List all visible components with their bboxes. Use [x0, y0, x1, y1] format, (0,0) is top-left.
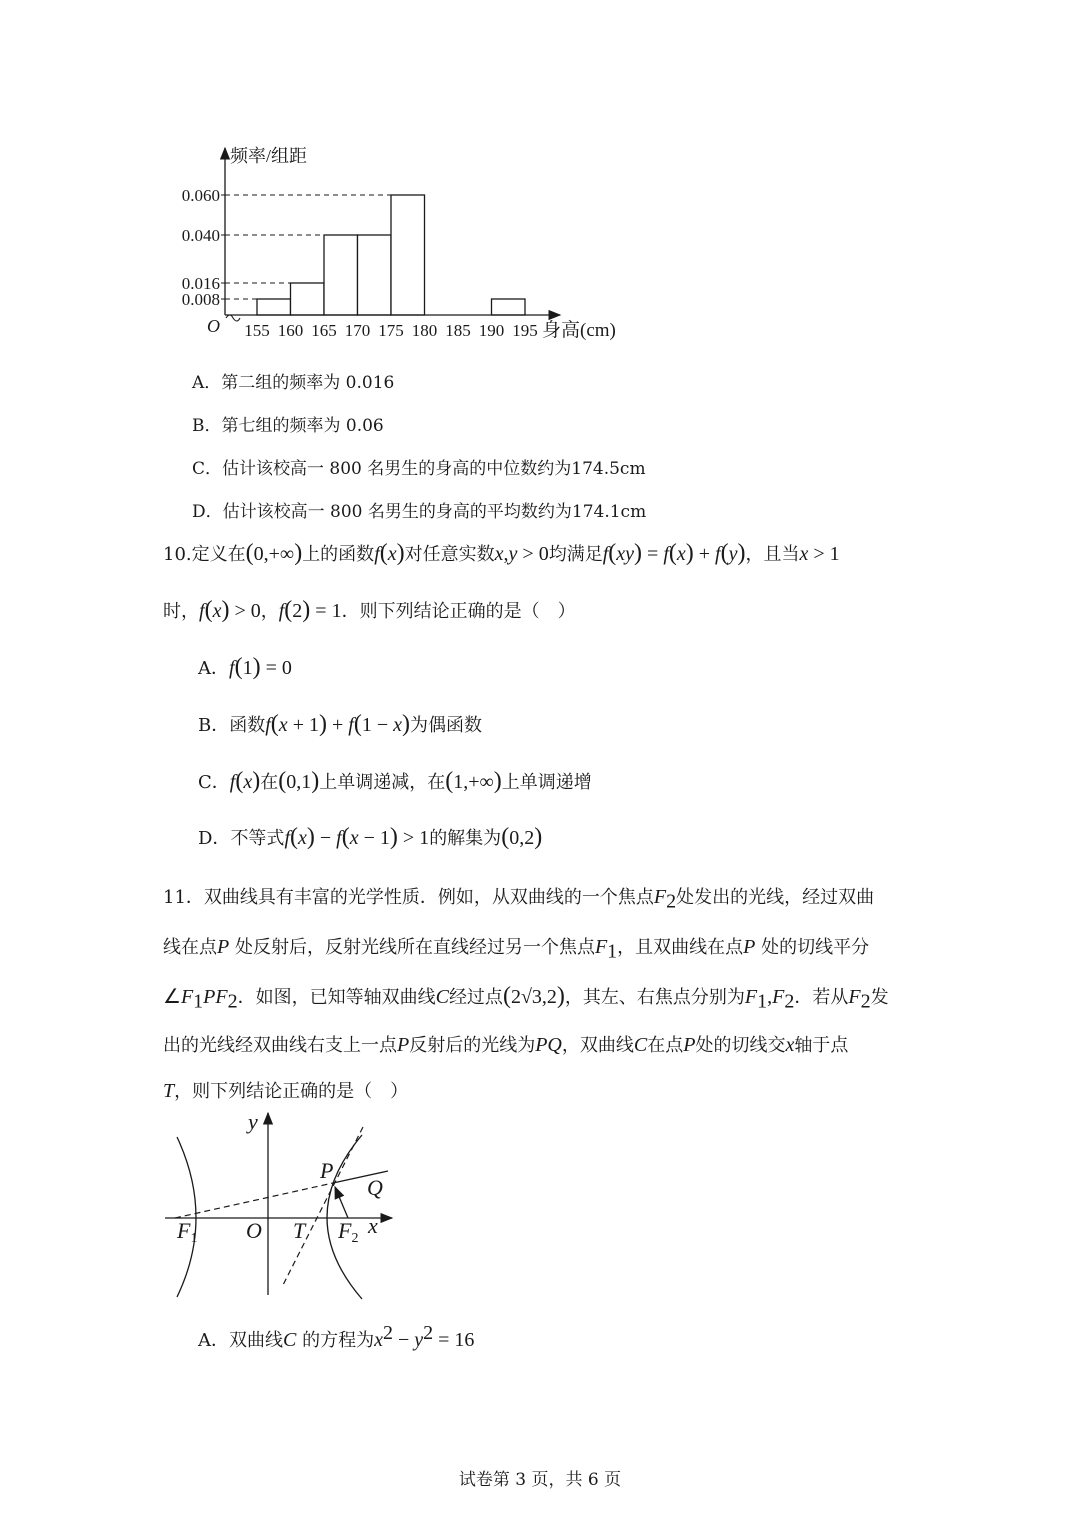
x-tick-label: 195: [512, 321, 538, 340]
y-tick-label: 0.040: [181, 226, 220, 245]
q10-option-c-letter: C．: [198, 772, 230, 793]
q11-option-a: A．双曲线C 的方程为$x^2 - y^2 = 16$: [198, 1322, 475, 1351]
histogram-bar: [324, 235, 358, 315]
x-tick-label: 170: [344, 321, 371, 340]
label-o: O: [246, 1218, 262, 1243]
x-axis-label: [542, 319, 616, 341]
q10-option-d: D．不等式f(x) − f(x − 1) > 1的解集为(0,2): [198, 824, 543, 850]
q9-option-a: A．第二组的频率为 0.016: [192, 373, 395, 393]
q10-option-b: B．函数f(x + 1) + f(1 − x)为偶函数: [198, 711, 482, 737]
label-f1-letter: F: [177, 1218, 191, 1243]
q10-stem-line1: 10.定义在(0,+∞)上的函数f(x)对任意实数x,y > 0均满足f(xy) = f(x) + f(y)，且当x > 1: [163, 540, 840, 566]
x-tick-label: 175: [378, 321, 404, 340]
q10-stem-line2: 时，f(x) > 0，f(2) = 1．则下列结论正确的是（ ）: [163, 597, 576, 623]
label-t: T: [293, 1218, 306, 1243]
x-tick-label: 180: [411, 321, 438, 340]
origin-label: O: [207, 316, 220, 336]
histogram-bar: [291, 283, 325, 315]
q9-option-b: B．第七组的频率为 0.06: [192, 416, 384, 436]
x-tick-label: 155: [244, 321, 270, 340]
q10-option-c: C．f(x)在(0,1)上单调递减，在(1,+∞)上单调递增: [198, 768, 592, 794]
histogram-chart: [170, 140, 640, 350]
label-f1: [176, 1218, 197, 1246]
q11-stem-line2: 线在点P 处反射后，反射光线所在直线经过另一个焦点$F_1$，且双曲线在点P 处的切线平分: [163, 936, 870, 963]
x-axis-unit: (cm): [580, 320, 616, 341]
page-footer: 试卷第 3 页，共 6 页: [458, 1470, 622, 1490]
label-f2: [337, 1218, 358, 1246]
axis-break-mark: [226, 315, 240, 321]
q10-option-d-letter: D．: [198, 828, 231, 849]
x-tick-label: 165: [311, 321, 337, 340]
y-tick-label: 0.016: [181, 274, 220, 293]
q11-stem-line5: T，则下列结论正确的是（ ）: [163, 1080, 409, 1102]
q11-stem-line1: 11．双曲线具有丰富的光学性质．例如，从双曲线的一个焦点$F_2$处发出的光线，经过双曲: [163, 886, 875, 913]
q9-option-c: C．估计该校高一 800 名男生的身高的中位数约为174.5cm: [192, 459, 646, 479]
q11-stem-line3: $\angle F_1PF_2$．如图，已知等轴双曲线C经过点(2√3,2)，其左、右焦点分别为$F_1,F_2$．若从$F_2$发: [163, 983, 889, 1013]
y-tick-label: 0.060: [181, 186, 220, 205]
label-f1-sub: 1: [190, 1231, 198, 1246]
q10-number: 10.: [163, 544, 192, 565]
label-q: Q: [367, 1175, 383, 1200]
x-tick-label: 185: [445, 321, 471, 340]
y-axis-label: 频率/组距: [230, 146, 308, 166]
histogram-bar: [358, 235, 392, 315]
q11-number: 11．: [163, 887, 204, 908]
x-tick-label: 160: [277, 321, 304, 340]
ray-f2-p: [335, 1187, 348, 1218]
q9-option-d: D．估计该校高一 800 名男生的身高的平均数约为174.1cm: [192, 502, 647, 522]
q10-option-a-letter: A．: [198, 658, 229, 679]
x-axis-label-text: 身高: [542, 320, 581, 341]
hyperbola-diagram: [155, 1105, 405, 1305]
q10-option-b-letter: B．: [198, 715, 230, 736]
label-p: P: [320, 1158, 334, 1183]
y-tick-label: 0.008: [181, 290, 220, 309]
label-y: y: [248, 1109, 258, 1134]
label-f2-letter: F: [338, 1218, 352, 1243]
x-tick-label: 190: [478, 321, 505, 340]
q10-option-a: A．f(1) = 0: [198, 654, 292, 680]
q11-stem-line4: 出的光线经双曲线右支上一点P反射后的光线为PQ，双曲线C在点P处的切线交x轴于点: [163, 1034, 849, 1056]
line-f1-p: [175, 1183, 333, 1218]
label-f2-sub: 2: [351, 1231, 359, 1246]
histogram-bar: [257, 299, 291, 315]
histogram-bar: [492, 299, 526, 315]
tangent-line: [283, 1127, 363, 1285]
q11-option-a-letter: A．: [198, 1330, 229, 1351]
histogram-bar: [391, 195, 425, 315]
label-x: x: [368, 1213, 378, 1238]
